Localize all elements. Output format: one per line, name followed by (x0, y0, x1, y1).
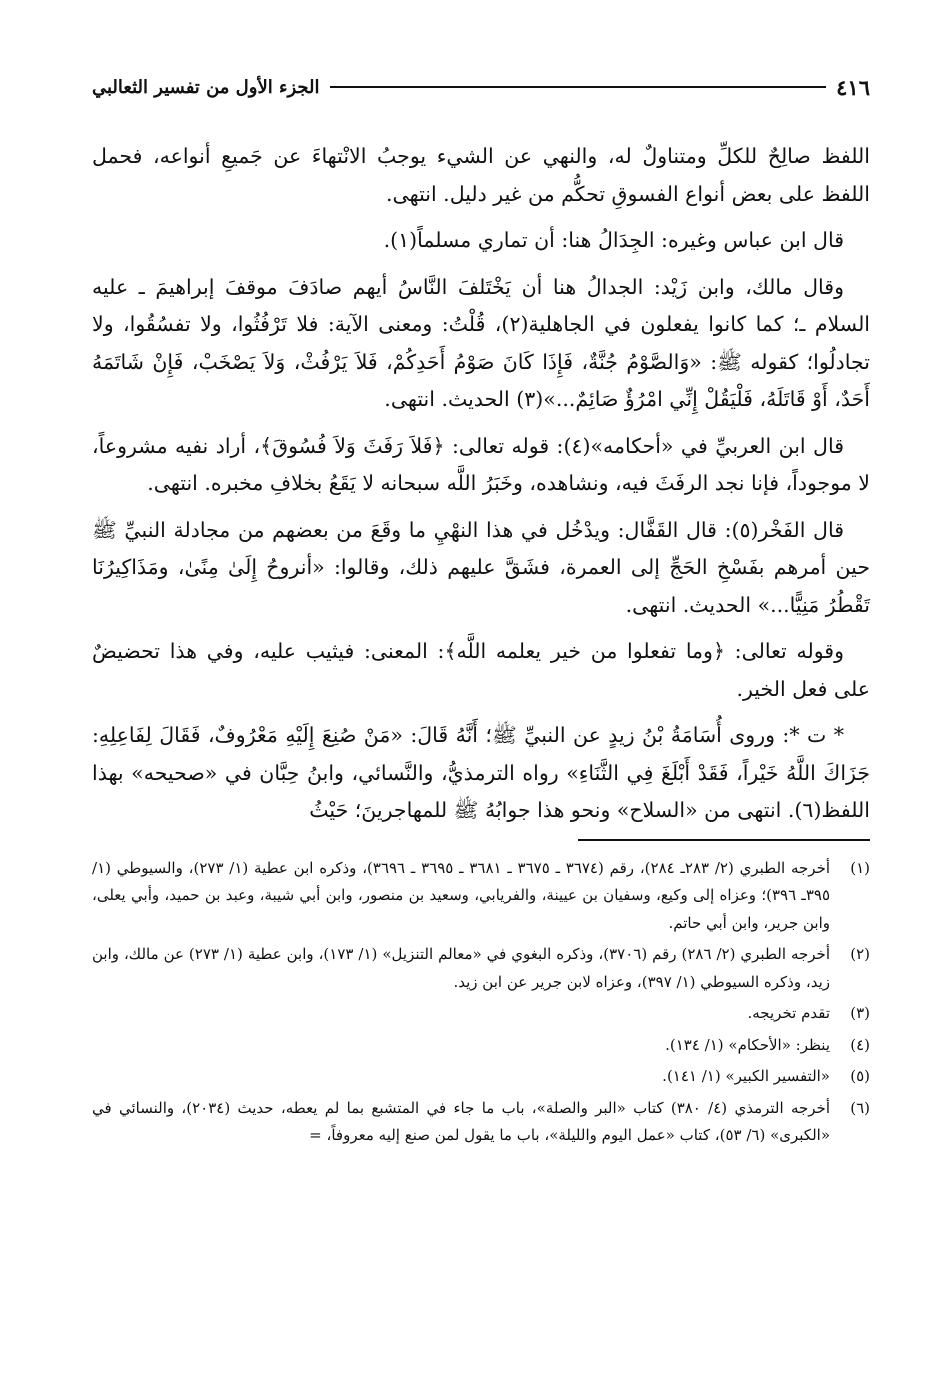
footnote-text: أخرجه الطبري (٢/ ٢٨٦) رقم (٣٧٠٦)، وذكره البغوي في «معالم التنزيل» (١/ ١٧٣)، وابن عطية (١/ ٢٧٣) عن مالك، وابن زيد، وذكره السيوطي (١/ ٣٩٧)، وعزاه لابن جرير عن ابن زيد. (92, 945, 830, 991)
footnote (92, 1032, 870, 1060)
footnote (92, 941, 870, 996)
paragraph-6: وقوله تعالى: ﴿وما تفعلوا من خير يعلمه اللَّه﴾: المعنى: فيثيب عليه، وفي هذا تحضيضٌ على فعل الخير. (92, 639, 870, 701)
paragraph-4: قال ابن العربيِّ في «أحكامه»(٤): قوله تعالى: ﴿فَلاَ رَفَثَ وَلاَ فُسُوقَ﴾، أراد نفيه مشروعاً، لا موجوداً، فإنا نجد الرفَثَ فيه، ونشاهده، وخَبَرُ اللَّه سبحانه لا يَقَعُ بخلافِ مخبره. انتهى. (92, 433, 870, 495)
paragraph-2: قال ابن عباس وغيره: الجِدَالُ هنا: أن تماري مسلماً(١). (383, 228, 844, 252)
book-page (92, 70, 870, 1310)
footnote (92, 855, 870, 938)
footnote (92, 1000, 870, 1028)
footnote-text: ينظر: «الأحكام» (١/ ١٣٤). (665, 1035, 830, 1054)
page-header (92, 70, 870, 104)
footnote-number: (٢) (850, 945, 870, 963)
header-rule (330, 86, 827, 88)
footnote-text: تقدم تخريجه. (747, 1004, 830, 1022)
footnote (92, 1063, 870, 1091)
footnote (92, 1095, 870, 1150)
footnote-text: أخرجه الترمذي (٤/ ٣٨٠) كتاب «البر والصلة»، باب ما جاء في المتشبع بما لم يعطه، حديث (٢٠٣٤)، والنسائي في «الكبرى» (٦/ ٥٣)، كتاب «عمل اليوم والليلة»، باب ما يقول لمن صنع إليه معروفاً، = (92, 1098, 830, 1144)
page-number: ٤١٦ (836, 74, 870, 100)
footnote-text: أخرجه الطبري (٢/ ٢٨٣ـ ٢٨٤)، رقم (٣٦٧٤ ـ ٣٦٧٥ ـ ٣٦٨١ ـ ٣٦٩٥ ـ ٣٦٩٦)، وذكره ابن عطية (١/ ٢٧٣)، والسيوطي (١/ ٣٩٥ـ ٣٩٦)؛ وعزاه إلى وكيع، وسفيان بن عيينة، والفريابي، وسعيد بن منصور، وابن أبي شيبة، وعبد بن حميد، وأبي يعلى، وابن جرير، وابن أبي حاتم. (92, 858, 831, 932)
footnote-number: (١) (850, 858, 870, 877)
paragraph-7: * ت *: وروى أُسَامَةُ بْنُ زيدٍ عن النبيِّ ﷺ؛ أَنَّهُ قَالَ: «مَنْ صُنِعَ إِلَيْهِ مَعْرُوفٌ، فَقَالَ لِفَاعِلِهِ: جَزَاكَ اللَّهُ خَيْراً، فَقَدْ أَبْلَغَ فِي الثَّنَاءِ» رواه الترمذيُّ، والنَّسائي، وابنُ حِبَّان في «صحيحه» بهذا اللفظ(٦). انتهى من «السلاح» ونحو هذا جوابُهُ ﷺ للمهاجرينَ؛ حَيْثُ (92, 723, 870, 822)
paragraph-1: اللفظ صالِحٌ للكلِّ ومتناولٌ له، والنهي عن الشيء يوجبُ الانْتهاءَ عن جَميعِ أنواعه، فحمل اللفظ على بعض أنواع الفسوقِ تحكُّم من غير دليل. انتهى. (92, 144, 870, 206)
footnote-number: (٣) (850, 1004, 870, 1022)
footnote-number: (٤) (850, 1035, 870, 1054)
footnote-separator (578, 839, 870, 841)
footnote-text: «التفسير الكبير» (١/ ١٤١). (662, 1067, 830, 1085)
paragraph-5: قال الفَخْر(٥): قال القَفَّال: ويدْخُل في هذا النهْيِ ما وقَعَ من بعضهم من مجادلة النبيِّ ﷺ حين أمرهم بفَسْخِ الحَجِّ إلى العمرة، فشَقَّ عليهم ذلك، وقالوا: «أنروحُ إِلَىٰ مِنًىٰ، ومَذَاكِيرُنَا تَقْطُرُ مَنِيًّا...» الحديث. انتهى. (92, 517, 870, 617)
main-text (92, 138, 870, 830)
footnote-number: (٥) (850, 1067, 870, 1085)
running-head: الجزء الأول من تفسير الثعالبي (92, 76, 320, 98)
paragraph-3: وقال مالك، وابن زَيْد: الجدالُ هنا أن يَخْتَلفَ النَّاسُ أيهم صادَفَ موقفَ إبراهيمَ ـ عليه السلام ـ؛ كما كانوا يفعلون في الجاهلية(٢)، قُلْتُ: ومعنى الآية: فلا تَرْفُثُوا، ولا تفسُقُوا، ولا تجادلُوا؛ كقوله ﷺ: «وَالصَّوْمُ جُنَّةٌ، فَإِذَا كَانَ صَوْمُ أَحَدِكُمْ، فَلاَ يَرْفُثْ، وَلاَ يَصْخَبْ، فَإِنْ شَاتَمَهُ أَحَدٌ، أَوْ قَاتَلَهُ، فَلْيَقُلْ إِنِّي امْرُؤٌ صَائِمٌ...»(٣) الحديث. انتهى. (92, 274, 871, 411)
footnote-number: (٦) (850, 1098, 870, 1117)
footnotes (92, 855, 870, 1150)
